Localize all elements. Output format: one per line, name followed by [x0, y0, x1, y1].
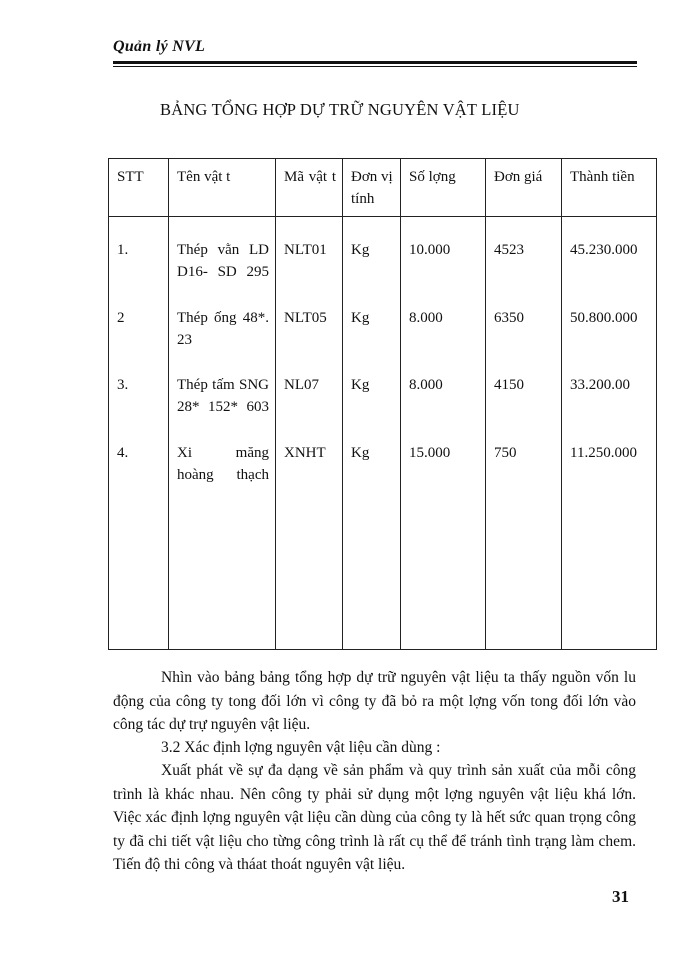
header-cell-unit: Đơn vị tính — [343, 159, 401, 217]
body-paragraph-2: Xuất phát về sự đa dạng về sản phẩm và quy trình sản xuất của mỗi công trình là khác nhau. Nên công ty phải sử dụng một lợng nguyên vật liệu khá lớn. Việc xác định lợng nguyên vật liệu cần dùng của công ty là hết sức quan trọng công ty đã chi tiết vật liệu cho từng công trình là rất cụ thể để tránh tình trạng làm chem. Tiến độ thi công và tháat thoát nguyên vật liệu. — [113, 762, 636, 873]
cell-code: NLT01 — [276, 217, 343, 287]
cell-unit: Kg — [343, 217, 401, 287]
cell-total: 50.800.000 — [562, 287, 657, 355]
cell-total: 45.230.000 — [562, 217, 657, 287]
page-number: 31 — [612, 887, 629, 906]
cell-qty: 15.000 — [401, 422, 486, 490]
body-paragraph-1: Nhìn vào bảng bảng tổng hợp dự trữ nguyên vật liệu ta thấy nguồn vốn lu động của công ty tong đối lớn vì công ty đã bỏ ra một lợng vốn tong đối lớn vào công tác dự trự nguyên vật liệu. — [113, 669, 636, 733]
cell-unit: Kg — [343, 287, 401, 355]
header-cell-total: Thành tiền — [562, 159, 657, 217]
table-empty-row — [109, 490, 657, 650]
header-rule-thin — [113, 66, 637, 67]
document-title: BẢNG TỔNG HỢP DỰ TRỮ NGUYÊN VẬT LIỆU — [160, 100, 520, 119]
header-cell-price: Đơn giá — [486, 159, 562, 217]
cell-unit: Kg — [343, 422, 401, 490]
header-rule-thick — [113, 61, 637, 64]
table-row — [109, 422, 657, 490]
cell-qty: 10.000 — [401, 217, 486, 287]
cell-stt: 4. — [109, 422, 169, 490]
cell-qty: 8.000 — [401, 287, 486, 355]
cell-stt: 3. — [109, 354, 169, 422]
cell-name: Thép vằn LD D16- SD 295 — [169, 217, 276, 287]
table-row — [109, 287, 657, 355]
table-row — [109, 354, 657, 422]
section-heading: 3.2 Xác định lợng nguyên vật liệu cần dùng : — [161, 739, 441, 756]
header-cell-qty: Số lợng — [401, 159, 486, 217]
cell-stt: 2 — [109, 287, 169, 355]
cell-price: 750 — [486, 422, 562, 490]
inventory-table — [108, 158, 657, 650]
header-cell-code: Mã vật t — [276, 159, 343, 217]
cell-price: 4150 — [486, 354, 562, 422]
cell-stt: 1. — [109, 217, 169, 287]
cell-price: 6350 — [486, 287, 562, 355]
header-title: Quản lý NVL — [113, 38, 206, 55]
cell-total: 11.250.000 — [562, 422, 657, 490]
cell-name: Thép tấm SNG 28* 152* 603 — [169, 354, 276, 422]
cell-unit: Kg — [343, 354, 401, 422]
table-row — [109, 217, 657, 287]
cell-qty: 8.000 — [401, 354, 486, 422]
cell-total: 33.200.00 — [562, 354, 657, 422]
header-cell-name: Tên vật t — [169, 159, 276, 217]
header-cell-stt: STT — [109, 159, 169, 217]
cell-name: Xi măng hoàng thạch — [169, 422, 276, 490]
cell-code: XNHT — [276, 422, 343, 490]
cell-code: NL07 — [276, 354, 343, 422]
page-header — [113, 38, 637, 56]
table-header-row — [109, 159, 657, 217]
cell-name: Thép ống 48*. 23 — [169, 287, 276, 355]
cell-code: NLT05 — [276, 287, 343, 355]
cell-price: 4523 — [486, 217, 562, 287]
